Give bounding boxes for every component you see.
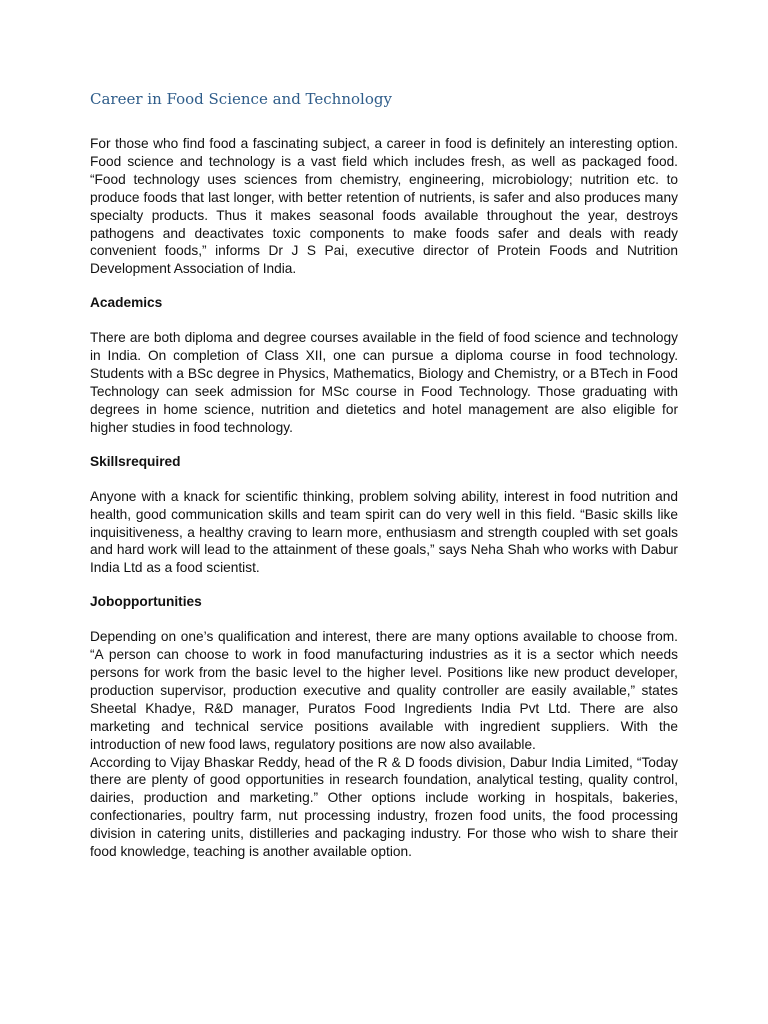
section-heading-skills-required: Skillsrequired bbox=[90, 453, 181, 469]
section-heading-job-opportunities: Jobopportunities bbox=[90, 594, 202, 610]
academics-paragraph: There are both diploma and degree courses available in the field of food science and technology in India. On completion of Class XII, one can pursue a diploma course in food technology. Students with a BSc degree in Physics, Mathematics, Biology and Chemistry, or a BTech in Food Technology can seek admission for MSc course in Food Technology. Those graduating with degrees in home science, nutrition and dietetics and hotel management are also eligible for higher studies in food technology. bbox=[90, 330, 678, 435]
section-heading-academics: Academics bbox=[90, 295, 163, 311]
job-opportunities-paragraph-1: Depending on one’s qualification and interest, there are many options available to choose from. “A person can choose to work in food manufacturing industries as it is a sector which needs persons for work from the basic level to the higher level. Positions like new product developer, production supervisor, production executive and quality controller are easily available,” states Sheetal Khadye, R&D manager, Puratos Food Ingredients India Pvt Ltd. There are also marketing and technical service positions available with ingredient suppliers. With the introduction of new food laws, regulatory positions are now also available. bbox=[90, 629, 678, 752]
intro-paragraph: For those who find food a fascinating subject, a career in food is definitely an interesting option. Food science and technology is a vast field which includes fresh, as well as packaged food. “Food technology uses sciences from chemistry, engineering, microbiology; nutrition etc. to produce foods that last longer, with better retention of nutrients, is safer and also produces many specialty products. Thus it makes seasonal foods available throughout the year, destroys pathogens and deactivates toxic components to make foods safer and deals with ready convenient foods,” informs Dr J S Pai, executive director of Protein Foods and Nutrition Development Association of India. bbox=[90, 136, 678, 277]
document-page bbox=[90, 90, 678, 861]
job-opportunities-paragraph-2: According to Vijay Bhaskar Reddy, head of the R & D foods division, Dabur India Limited, “Today there are plenty of good opportunities in research foundation, analytical testing, quality control, dairies, production and marketing.” Other options include working in hospitals, bakeries, confectionaries, poultry farm, nut processing industry, frozen food units, the food processing division in catering units, distilleries and packaging industry. For those who wish to share their food knowledge, teaching is another available option. bbox=[90, 754, 678, 860]
document-title: Career in Food Science and Technology bbox=[90, 90, 392, 108]
skills-paragraph: Anyone with a knack for scientific thinking, problem solving ability, interest in food nutrition and health, good communication skills and team spirit can do very well in this field. “Basic skills like inquisitiveness, a healthy craving to learn more, enthusiasm and strength coupled with set goals and hard work will lead to the attainment of these goals,” says Neha Shah who works with Dabur India Ltd as a food scientist. bbox=[90, 488, 678, 576]
